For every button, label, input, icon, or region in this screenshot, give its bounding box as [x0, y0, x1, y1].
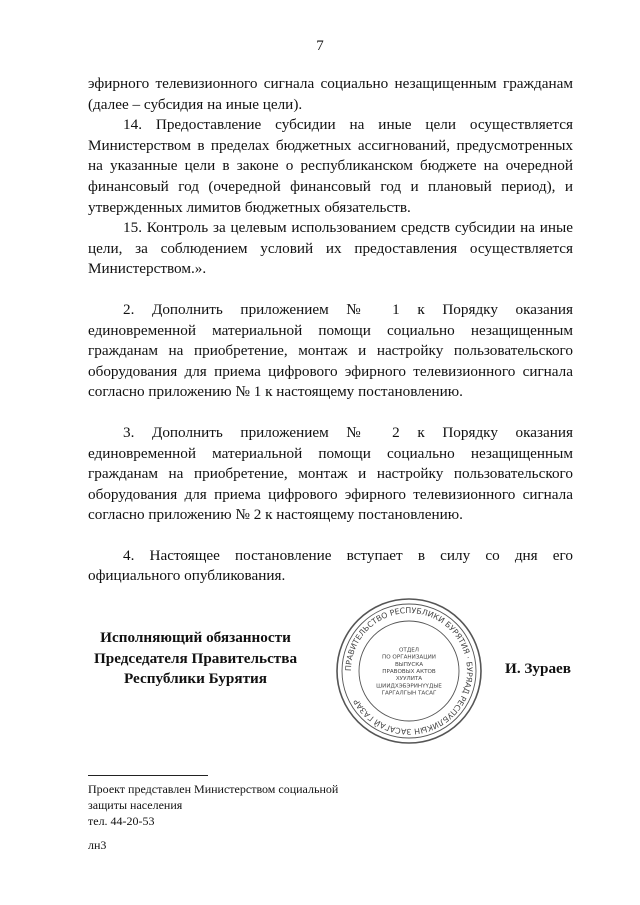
signatory-position-line: Исполняющий обязанности [100, 629, 291, 646]
seal-outer-text: ПРАВИТЕЛЬСТВО РЕСПУБЛИКИ БУРЯТИЯ · БУРЯАД РЕСПУБЛИКЫН ЗАСАГАЙ ГАЗАР [343, 605, 475, 737]
document-code: лн3 [88, 838, 107, 852]
paragraph-15: 15. Контроль за целевым использованием средств субсидии на иные цели, за соблюдением условий их предоставления осуществляется Министерством.». [88, 219, 573, 278]
footer-line: защиты населения [88, 798, 183, 812]
seal-center-line: ХУУЛИТА [395, 676, 423, 683]
page-number: 7 [316, 38, 324, 54]
footnote-divider [88, 775, 208, 776]
paragraph-item-2: 2. Дополнить приложением № 1 к Порядку оказания единовременной материальной помощи социально незащищенным гражданам на приобретение, монтаж и настройку пользовательского оборудования для приема цифрового эфирного телевизионного сигнала согласно приложению № 1 к настоящему постановлению. [88, 300, 573, 401]
footer-line: Проект представлен Министерством социальной [88, 782, 339, 796]
footer-note [88, 781, 338, 853]
signatory-position [88, 628, 303, 690]
paragraph-item-4: 4. Настоящее постановление вступает в силу со дня его официального опубликования. [88, 546, 573, 585]
paragraph-item-3: 3. Дополнить приложением № 2 к Порядку оказания единовременной материальной помощи социально незащищенным гражданам на приобретение, монтаж и настройку пользовательского оборудования для приема цифрового эфирного телевизионного сигнала согласно приложению № 2 к настоящему постановлению. [88, 423, 573, 524]
seal-center-line: ПО ОРГАНИЗАЦИИ [382, 654, 436, 661]
seal-center-line: ОТДЕЛ [399, 647, 419, 654]
signatory-name: И. Зураев [505, 660, 572, 677]
official-seal [334, 596, 484, 746]
document-body [88, 74, 573, 587]
seal-center-line: ПРАВОВЫХ АКТОВ [382, 669, 436, 675]
signatory-position-line: Республики Бурятия [123, 670, 268, 687]
signatory-position-line: Председателя Правительства [93, 649, 298, 667]
seal-center-line: ВЫПУСКА [394, 661, 424, 668]
paragraph-continuation: эфирного телевизионного сигнала социально незащищенным гражданам (далее – субсидия на иные цели). [88, 75, 573, 113]
seal-center-line: ГАРГАЛГЫН ТАСАГ [381, 690, 437, 697]
paragraph-14: 14. Предоставление субсидии на иные цели осуществляется Министерством в пределах бюджетных ассигнований, предусмотренных на указанные цели в законе о республиканском бюджете на очередной финансовый год (очередной финансовый год и плановый период), и утвержденных лимитов бюджетных обязательств. [88, 116, 573, 216]
footer-phone: тел. 44-20-53 [88, 814, 155, 828]
seal-center-line: ШИИДХЭБЭРИНҮҮДЫЕ [376, 683, 442, 690]
